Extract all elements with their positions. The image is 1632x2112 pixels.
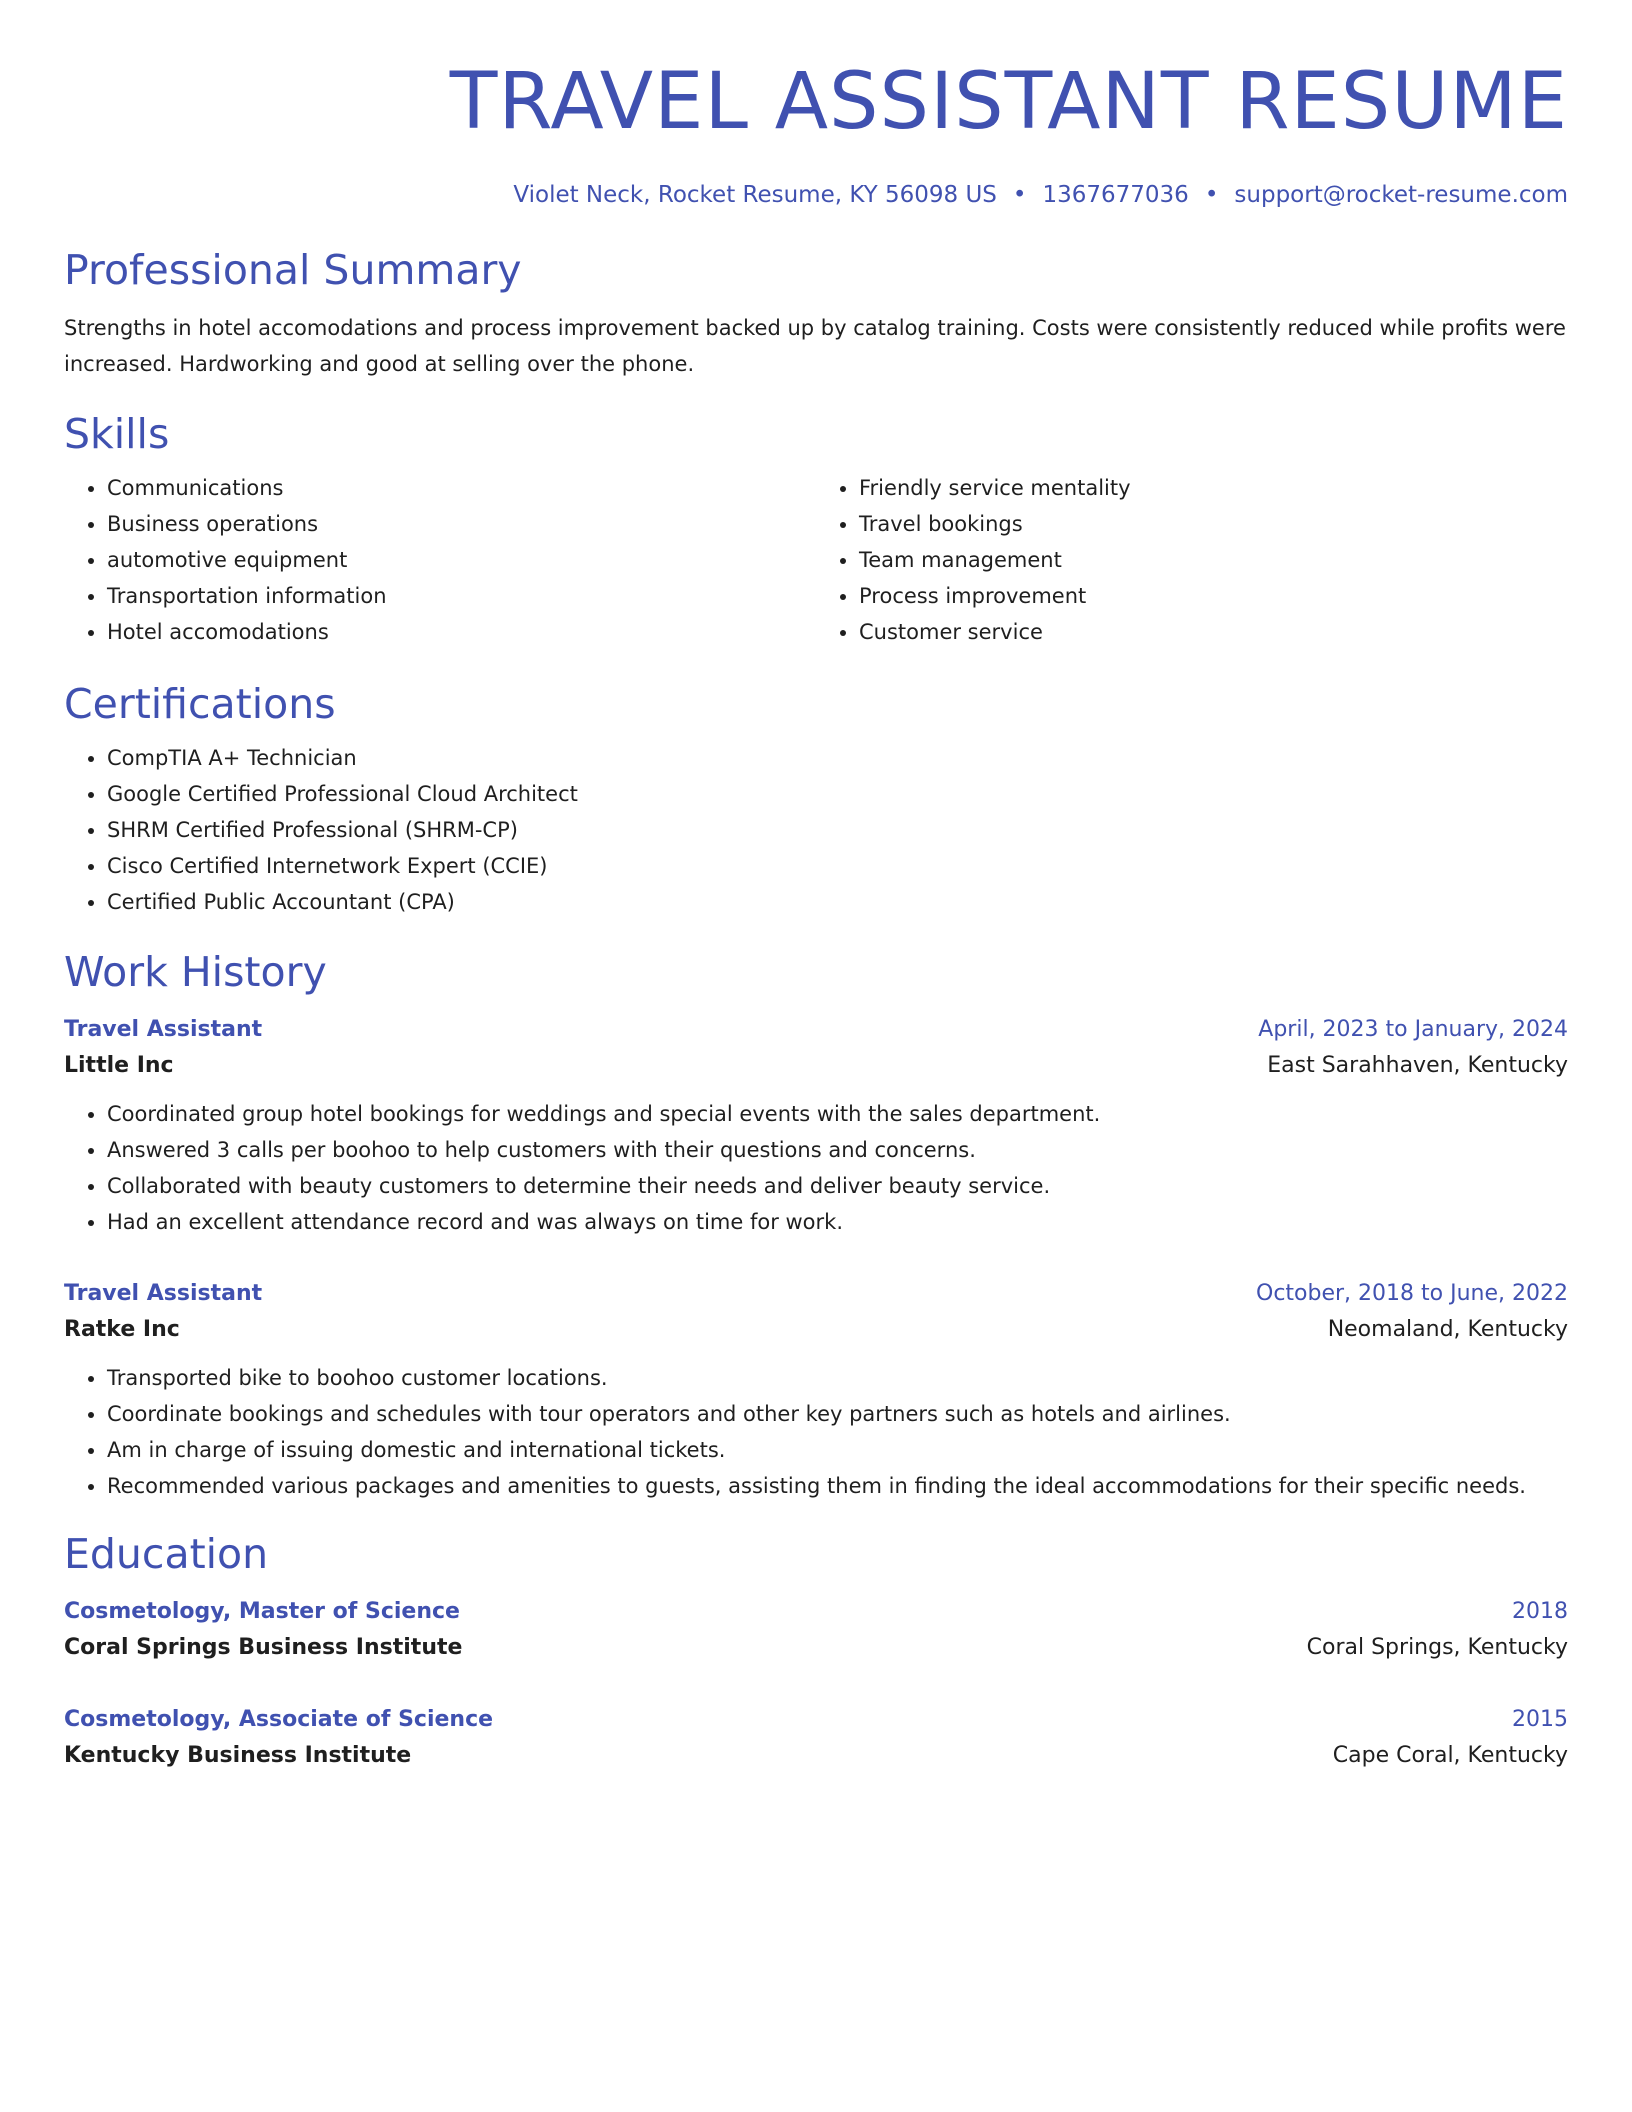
education-year: 2015 (1512, 1707, 1568, 1732)
job-header-row (64, 1012, 1568, 1048)
certification-item: • Certified Public Accountant (CPA) (107, 884, 1568, 920)
education-entry (64, 1594, 1568, 1666)
education-location: Cape Coral, Kentucky (1332, 1743, 1568, 1768)
job-bullet: • Recommended various packages and amenities to guests, assisting them in finding the ideal accommodations for their specific needs. (107, 1468, 1568, 1504)
job-bullet: • Had an excellent attendance record and was always on time for work. (107, 1204, 1568, 1240)
education-school-row (64, 1630, 1568, 1666)
contact-separator: • (1204, 182, 1219, 208)
contact-separator: • (1012, 182, 1027, 208)
job-company: Little Inc (64, 1053, 174, 1078)
resume-name: TRAVEL ASSISTANT RESUME (449, 57, 1568, 147)
certification-item: • Cisco Certified Internetwork Expert (CCIE) (107, 848, 1568, 884)
job-bullet: • Coordinated group hotel bookings for weddings and special events with the sales department. (107, 1096, 1568, 1132)
skills-title: Skills (64, 410, 170, 458)
education-title: Education (64, 1530, 269, 1578)
job-bullet: • Coordinate bookings and schedules with tour operators and other key partners such as hotels and airlines. (107, 1396, 1568, 1432)
contact-line (64, 180, 1568, 210)
education-school: Coral Springs Business Institute (64, 1635, 463, 1660)
job-title: Travel Assistant (64, 1281, 263, 1306)
summary-text: Strengths in hotel accomodations and process improvement backed up by catalog training. Costs were consistently reduced while profits were increased. Hardworking and good at selling over the phone. (64, 316, 1566, 376)
skill-item: • automotive equipment (107, 542, 816, 578)
skill-item: • Friendly service mentality (859, 470, 1568, 506)
contact-email: support@rocket-resume.com (1234, 182, 1568, 208)
job-company: Ratke Inc (64, 1317, 180, 1342)
job-dates: April, 2023 to January, 2024 (1258, 1017, 1568, 1042)
summary-section (64, 244, 1568, 382)
work-history-title: Work History (64, 948, 327, 996)
job-entry (64, 1276, 1568, 1504)
job-header-row (64, 1276, 1568, 1312)
skills-column-left (64, 460, 816, 650)
certification-item: • SHRM Certified Professional (SHRM-CP) (107, 812, 1568, 848)
job-bullets (64, 1360, 1568, 1504)
skill-item: • Communications (107, 470, 816, 506)
job-bullet: • Collaborated with beauty customers to determine their needs and deliver beauty service. (107, 1168, 1568, 1204)
job-title: Travel Assistant (64, 1017, 263, 1042)
skills-list-right (816, 470, 1568, 650)
education-degree: Cosmetology, Associate of Science (64, 1707, 494, 1732)
certification-item: • Google Certified Professional Cloud Architect (107, 776, 1568, 812)
skills-column-right (816, 460, 1568, 650)
skill-item: • Travel bookings (859, 506, 1568, 542)
summary-title: Professional Summary (64, 246, 522, 294)
job-company-row (64, 1312, 1568, 1348)
skill-item: • Transportation information (107, 578, 816, 614)
education-header-row (64, 1594, 1568, 1630)
skill-item: • Business operations (107, 506, 816, 542)
job-dates: October, 2018 to June, 2022 (1256, 1281, 1568, 1306)
skill-item: • Team management (859, 542, 1568, 578)
certifications-list (64, 740, 1568, 920)
job-location: Neomaland, Kentucky (1327, 1317, 1568, 1342)
skills-section (64, 408, 1568, 650)
certifications-title: Certifications (64, 680, 336, 728)
education-entry (64, 1702, 1568, 1774)
job-bullet: • Answered 3 calls per boohoo to help customers with their questions and concerns. (107, 1132, 1568, 1168)
job-location: East Sarahhaven, Kentucky (1267, 1053, 1568, 1078)
contact-phone: 1367677036 (1042, 182, 1189, 208)
job-bullets (64, 1096, 1568, 1240)
education-year: 2018 (1512, 1599, 1568, 1624)
education-school-row (64, 1738, 1568, 1774)
resume-header (64, 52, 1568, 210)
job-bullet: • Transported bike to boohoo customer locations. (107, 1360, 1568, 1396)
certification-item: • CompTIA A+ Technician (107, 740, 1568, 776)
education-school: Kentucky Business Institute (64, 1743, 412, 1768)
skills-grid (64, 460, 1568, 650)
education-header-row (64, 1702, 1568, 1738)
education-location: Coral Springs, Kentucky (1306, 1635, 1568, 1660)
education-degree: Cosmetology, Master of Science (64, 1599, 460, 1624)
contact-address: Violet Neck, Rocket Resume, KY 56098 US (513, 182, 997, 208)
skill-item: • Process improvement (859, 578, 1568, 614)
job-company-row (64, 1048, 1568, 1084)
education-section (64, 1528, 1568, 1774)
job-bullet: • Am in charge of issuing domestic and international tickets. (107, 1432, 1568, 1468)
skill-item: • Customer service (859, 614, 1568, 650)
work-history-section (64, 946, 1568, 1504)
certifications-section (64, 678, 1568, 920)
skill-item: • Hotel accomodations (107, 614, 816, 650)
job-entry (64, 1012, 1568, 1240)
skills-list-left (64, 470, 816, 650)
